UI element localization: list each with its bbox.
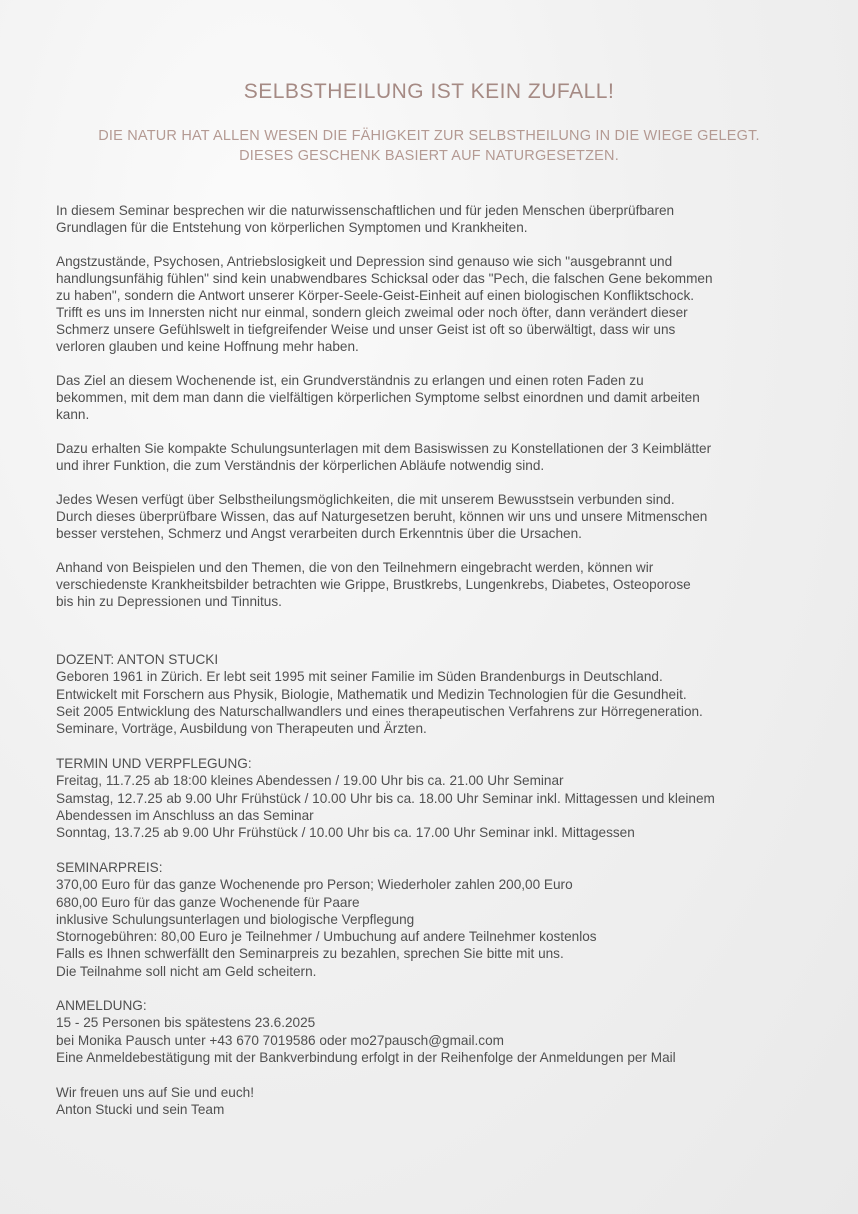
- text-line: Dazu erhalten Sie kompakte Schulungsunterlagen mit dem Basiswissen zu Konstellationen der 3 Keimblätter: [56, 441, 712, 456]
- text-line: Seminare, Vorträge, Ausbildung von Therapeuten und Ärzten.: [56, 721, 427, 737]
- subtitle-line: DIESES GESCHENK BASIERT AUF NATURGESETZEN.: [239, 148, 619, 164]
- paragraph: [56, 253, 816, 355]
- page-title: SELBSTHEILUNG IST KEIN ZUFALL!: [243, 80, 615, 103]
- signature-line: Anton Stucki und sein Team: [56, 1102, 225, 1118]
- text-line: Eine Anmeldebestätigung mit der Bankverbindung erfolgt in der Reihenfolge der Anmeldungen per Mail: [56, 1049, 676, 1065]
- anmeldung-section: [56, 997, 826, 1066]
- paragraph: [56, 440, 816, 474]
- text-line: bei Monika Pausch unter +43 670 7019586 oder mo27pausch@gmail.com: [56, 1032, 504, 1048]
- text-line: Grundlagen für die Entstehung von körperlichen Symptomen und Krankheiten.: [56, 220, 528, 235]
- text-line: Schmerz unsere Gefühlswelt in tiefgreifender Weise und unser Geist ist oft so überwältigt, dass wir uns: [56, 322, 676, 337]
- text-line: Seit 2005 Entwicklung des Naturschallwandlers und eines therapeutischen Verfahrens zur Hörregeneration.: [56, 703, 703, 719]
- text-line: In diesem Seminar besprechen wir die naturwissenschaftlichen und für jeden Menschen überprüfbaren: [56, 203, 675, 218]
- text-line: 680,00 Euro für das ganze Wochenende für Paare: [56, 894, 360, 910]
- text-line: Angstzustände, Psychosen, Antriebslosigkeit und Depression sind genauso wie sich "ausgebrannt und: [56, 254, 673, 269]
- section-heading: DOZENT: ANTON STUCKI: [56, 652, 219, 667]
- text-line: Durch dieses überprüfbare Wissen, das auf Naturgesetzen beruht, können wir uns und unsere Mitmenschen: [56, 509, 708, 524]
- text-line: Samstag, 12.7.25 ab 9.00 Uhr Frühstück / 10.00 Uhr bis ca. 18.00 Uhr Seminar inkl. Mittagessen und kleinem: [56, 790, 715, 806]
- text-line: Das Ziel an diesem Wochenende ist, ein Grundverständnis zu erlangen und einen roten Faden zu: [56, 373, 644, 388]
- text-line: Entwickelt mit Forschern aus Physik, Biologie, Mathematik und Medizin Technologien für die Gesundheit.: [56, 686, 687, 702]
- text-line: verschiedenste Krankheitsbilder betrachten wie Grippe, Brustkrebs, Lungenkrebs, Diabetes, Osteoporose: [56, 577, 691, 592]
- paragraph: [56, 559, 816, 610]
- text-line: besser verstehen, Schmerz und Angst verarbeiten durch Erkenntnis über die Ursachen.: [56, 526, 582, 541]
- intro-text: [56, 202, 816, 627]
- text-line: Falls es Ihnen schwerfällt den Seminarpreis zu bezahlen, sprechen Sie bitte mit uns.: [56, 946, 564, 962]
- subtitle-line: DIE NATUR HAT ALLEN WESEN DIE FÄHIGKEIT ZUR SELBSTHEILUNG IN DIE WIEGE GELEGT.: [98, 128, 760, 144]
- text-line: 15 - 25 Personen bis spätestens 23.6.2025: [56, 1015, 316, 1031]
- termin-section: [56, 755, 826, 841]
- subtitle: [40, 126, 818, 166]
- text-line: Jedes Wesen verfügt über Selbstheilungsmöglichkeiten, die mit unserem Bewusstsein verbunden sind.: [56, 492, 675, 507]
- preis-section: [56, 859, 826, 980]
- text-line: Stornogebühren: 80,00 Euro je Teilnehmer / Umbuchung auf andere Teilnehmer kostenlos: [56, 929, 597, 945]
- text-line: inklusive Schulungsunterlagen und biologische Verpflegung: [56, 911, 415, 927]
- section-heading: SEMINARPREIS:: [56, 860, 163, 875]
- text-line: verloren glauben und keine Hoffnung mehr haben.: [56, 339, 359, 354]
- closing-line: Wir freuen uns auf Sie und euch!: [56, 1085, 254, 1100]
- text-line: Sonntag, 13.7.25 ab 9.00 Uhr Frühstück / 10.00 Uhr bis ca. 17.00 Uhr Seminar inkl. Mittagessen: [56, 825, 635, 841]
- text-line: zu haben", sondern die Antwort unserer Körper-Seele-Geist-Einheit auf einen biologischen Konfliktschock.: [56, 288, 695, 303]
- text-line: kann.: [56, 407, 90, 422]
- text-line: Trifft es uns im Innersten nicht nur einmal, sondern gleich zweimal oder noch öfter, dann verändert dieser: [56, 305, 688, 320]
- paragraph: [56, 372, 816, 423]
- text-line: bis hin zu Depressionen und Tinnitus.: [56, 594, 282, 609]
- text-line: Freitag, 11.7.25 ab 18:00 kleines Abendessen / 19.00 Uhr bis ca. 21.00 Uhr Seminar: [56, 773, 564, 789]
- paragraph: [56, 491, 816, 542]
- text-line: Abendessen im Anschluss an das Seminar: [56, 807, 314, 823]
- section-heading: TERMIN UND VERPFLEGUNG:: [56, 756, 252, 771]
- closing-section: [56, 1084, 826, 1119]
- text-line: bekommen, mit dem man dann die vielfältigen körperlichen Symptome selbst einordnen und damit arbeiten: [56, 390, 700, 405]
- text-line: 370,00 Euro für das ganze Wochenende pro Person; Wiederholer zahlen 200,00 Euro: [56, 877, 573, 893]
- dozent-section: [56, 651, 826, 737]
- text-line: Anhand von Beispielen und den Themen, die von den Teilnehmern eingebracht werden, können wir: [56, 560, 654, 575]
- text-line: und ihrer Funktion, die zum Verständnis der körperlichen Abläufe notwendig sind.: [56, 458, 545, 473]
- text-line: Die Teilnahme soll nicht am Geld scheitern.: [56, 963, 317, 979]
- section-heading: ANMELDUNG:: [56, 998, 147, 1013]
- text-line: handlungsunfähig fühlen" sind kein unabwendbares Schicksal oder das "Pech, die falschen Gene bekommen: [56, 271, 713, 286]
- paragraph: [56, 202, 816, 236]
- text-line: Geboren 1961 in Zürich. Er lebt seit 1995 mit seiner Familie im Süden Brandenburgs in Deutschland.: [56, 669, 663, 685]
